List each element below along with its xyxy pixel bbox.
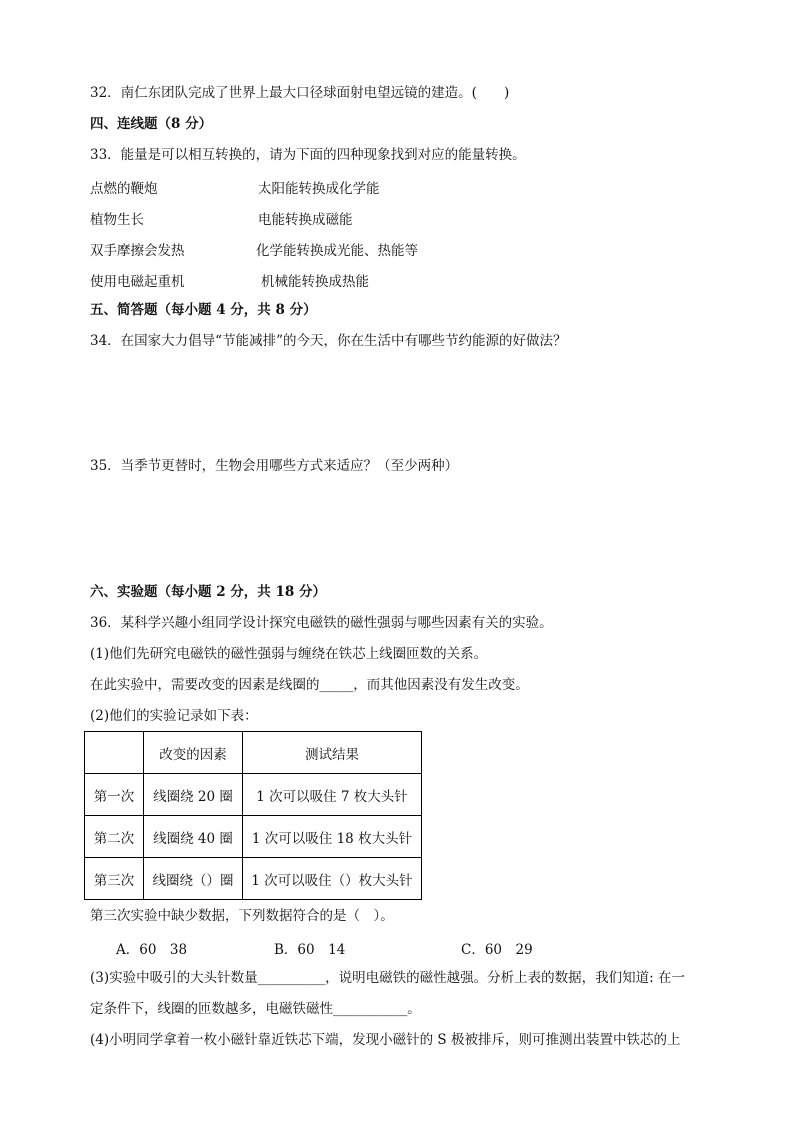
question-36-part-4: (4)小明同学拿着一枚小磁针靠近铁芯下端，发现小磁针的 S 极被排斥，则可推测出装置中铁芯的上 — [90, 1032, 681, 1048]
section-4-heading: 四、连线题（8 分） — [90, 116, 213, 132]
option-a: A．60 38 — [116, 942, 188, 958]
table-cell: 第三次 — [85, 858, 144, 900]
table-header-cell — [85, 732, 144, 774]
question-36-part-2-prompt: 第三次实验中缺少数据，下列数据符合的是（ ）。 — [90, 908, 394, 924]
table-cell: 第一次 — [85, 774, 144, 816]
question-36-part-3-line-1: (3)实验中吸引的大头针数量__________，说明电磁铁的磁性越强。分析上表的数据，我们知道: 在一 — [90, 970, 685, 986]
question-36-part-1: (1)他们先研究电磁铁的磁性强弱与缠绕在铁芯上线圈匝数的关系。 — [90, 646, 488, 662]
match-right-2: 电能转换成磁能 — [258, 212, 353, 228]
section-5-heading: 五、简答题（每小题 4 分，共 8 分） — [90, 302, 317, 318]
table-cell: 第二次 — [85, 816, 144, 858]
question-35: 35．当季节更替时，生物会用哪些方式来适应？（至少两种） — [90, 458, 459, 474]
question-33: 33．能量是可以相互转换的，请为下面的四种现象找到对应的能量转换。 — [90, 147, 526, 163]
table-row — [85, 816, 422, 858]
table-header-cell: 改变的因素 — [144, 732, 243, 774]
question-34: 34．在国家大力倡导“节能减排”的今天，你在生活中有哪些节约能源的好做法？ — [90, 333, 567, 349]
match-left-1: 点燃的鞭炮 — [90, 181, 158, 197]
question-36: 36．某科学兴趣小组同学设计探究电磁铁的磁性强弱与哪些因素有关的实验。 — [90, 615, 553, 631]
table-cell: 线圈绕 20 圈 — [144, 774, 243, 816]
question-36-part-2: (2)他们的实验记录如下表： — [90, 708, 258, 724]
table-cell: 线圈绕 40 圈 — [144, 816, 243, 858]
question-36-part-1-blank: 在此实验中，需要改变的因素是线圈的_____，而其他因素没有发生改变。 — [90, 677, 529, 693]
section-6-heading: 六、实验题（每小题 2 分，共 18 分） — [90, 584, 326, 600]
option-c: C．60 29 — [461, 942, 533, 958]
table-cell: 1 次可以吸住 7 枚大头针 — [243, 774, 422, 816]
match-right-4: 机械能转换成热能 — [261, 274, 369, 290]
table-header-row — [85, 732, 422, 774]
question-36-part-3-line-2: 定条件下，线圈的匝数越多，电磁铁磁性___________。 — [90, 1001, 421, 1017]
experiment-record-table — [84, 731, 422, 900]
question-32: 32．南仁东团队完成了世界上最大口径球面射电望远镜的建造。( ) — [90, 85, 510, 101]
option-b: B．60 14 — [274, 942, 346, 958]
table-cell: 1 次可以吸住 18 枚大头针 — [243, 816, 422, 858]
match-left-4: 使用电磁起重机 — [90, 274, 185, 290]
table-row — [85, 774, 422, 816]
table-cell: 线圈绕（）圈 — [144, 858, 243, 900]
table-row — [85, 858, 422, 900]
match-right-3: 化学能转换成光能、热能等 — [256, 243, 418, 259]
match-right-1: 太阳能转换成化学能 — [258, 181, 380, 197]
match-left-3: 双手摩擦会发热 — [90, 243, 185, 259]
table-header-cell: 测试结果 — [243, 732, 422, 774]
match-left-2: 植物生长 — [90, 212, 144, 228]
table-cell: 1 次可以吸住（）枚大头针 — [243, 858, 422, 900]
